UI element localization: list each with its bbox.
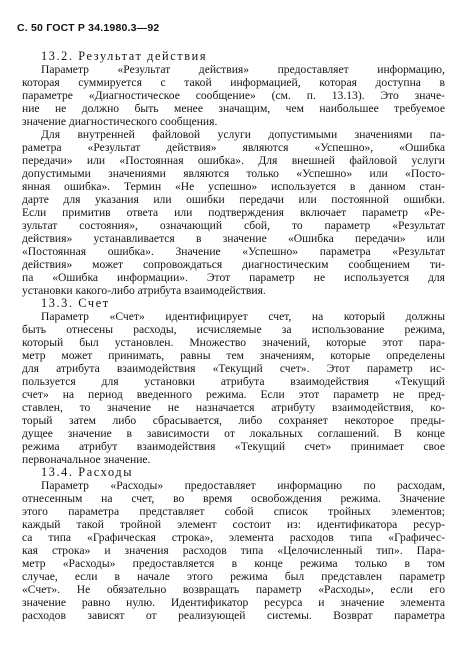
paragraph <box>22 310 445 466</box>
text-line: Параметр «Расходы» предоставляет информацию по расходам, <box>41 479 445 492</box>
text-line: кая строка» и значения расходов типа «Целочисленный тип». Пара- <box>22 544 445 557</box>
text-line: ние не должно быть менее значащим, чем наибольшее требуемое <box>22 102 445 115</box>
text-line: установки какого-либо атрибута взаимодействия. <box>22 284 266 297</box>
text-line: для атрибута взаимодействия «Текущий счет». Этот параметр ис- <box>22 362 445 375</box>
text-line: счет» на период введенного режима. Если этот параметр не пред- <box>22 388 445 401</box>
text-line: действия» устанавливается в значение «Ошибка передачи» или <box>22 232 445 245</box>
text-line: Если примитив ответа или подтверждения включает параметр «Ре- <box>22 206 445 219</box>
text-line: янная ошибка». Термин «Не успешно» используется в данном стан- <box>22 180 445 193</box>
text-line: зультат состояния», означающий сбой, то параметр «Результат <box>22 219 445 232</box>
page-header: С. 50 ГОСТ Р 34.1980.3—92 <box>17 22 160 34</box>
text-line: которая суммируется с такой информацией, которая доступна в <box>22 76 445 89</box>
text-line: этого параметра представляет собой список тройных элементов; <box>22 505 445 518</box>
text-line: ставлен, то значение не назначается атрибуту взаимодействия, ко- <box>22 401 445 414</box>
text-line: параметре «Диагностическое сообщение» (см. п. 13.13). Это значе- <box>22 89 445 102</box>
section-heading: 13.4. Расходы <box>41 465 134 479</box>
paragraph <box>22 479 445 622</box>
text-line: каждый такой тройной элемент состоит из: идентификатора ресур- <box>22 518 445 531</box>
paragraph <box>22 128 445 297</box>
text-line: «Постоянная ошибка». Значение «Успешно» параметра «Результат <box>22 245 445 258</box>
text-line: отнесенным на счет, во время освобождения режима. Значение <box>22 492 445 505</box>
text-line: метр может принимать, равны тем значениям, которые определены <box>22 349 445 362</box>
text-line: значение равно нулю. Идентификатор ресурса и значение элемента <box>22 596 445 609</box>
text-line: быть отнесены расходы, исчисляемые за использование режима, <box>22 323 445 336</box>
text-line: Параметр «Результат действия» предоставляет информацию, <box>41 63 445 76</box>
text-line: дарте для указания или ошибки передачи или постоянной ошибки. <box>22 193 445 206</box>
text-line: режима атрибут взаимодействия «Текущий счет» принимает свое <box>22 440 445 453</box>
text-line: торый затем либо сбрасывается, либо сохраняет некоторое преды- <box>22 414 445 427</box>
paragraph <box>22 63 445 128</box>
document-body <box>22 50 445 622</box>
text-line: допустимыми значениями являются только «Успешно» или «Посто- <box>22 167 445 180</box>
text-line: действия» может сопровождаться диагностическим сообщением ти- <box>22 258 445 271</box>
section-heading: 13.3. Счет <box>41 296 110 310</box>
text-line: пользуется для установки атрибута взаимодействия «Текущий <box>22 375 445 388</box>
text-line: случае, если в начале этого режима был представлен параметр <box>22 570 445 583</box>
text-line: са типа «Графическая строка», элемента расходов типа «Графичес- <box>22 531 445 544</box>
text-line: «Счет». Не обязательно возвращать параметр «Расходы», если его <box>22 583 445 596</box>
text-line: Для внутренней файловой услуги допустимыми значениями па- <box>41 128 445 141</box>
text-line: передачи» или «Постоянная ошибка». Для внешней файловой услуги <box>22 154 445 167</box>
text-line: расходов зависят от реализующей системы. Возврат параметра <box>22 609 445 622</box>
text-line: дущее значение в зависимости от локальных соглашений. В конце <box>22 427 445 440</box>
text-line: па «Ошибка информации». Этот параметр не используется для <box>22 271 445 284</box>
text-line: метр «Расходы» предоставляется в конце режима только в том <box>22 557 445 570</box>
section-heading: 13.2. Результат действия <box>41 49 208 63</box>
text-line: Параметр «Счет» идентифицирует счет, на который должны <box>41 310 445 323</box>
text-line: который был установлен. Множество значений, которые этот пара- <box>22 336 445 349</box>
text-line: первоначальное значение. <box>22 453 151 466</box>
text-line: раметра «Результат действия» являются «Успешно», «Ошибка <box>22 141 445 154</box>
text-line: значение диагностического сообщения. <box>22 115 218 128</box>
